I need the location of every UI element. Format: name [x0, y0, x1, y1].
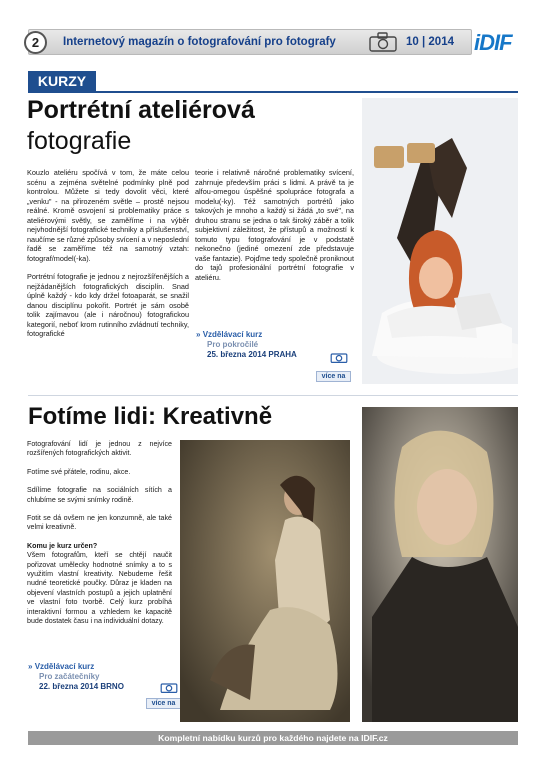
article1-title-line2: fotografie [27, 127, 132, 155]
promo-level: Pro začátečníky [39, 672, 100, 681]
portrait-photo-woman-lying [362, 98, 518, 384]
article1-paragraph: Portrétní fotografie je jednou z nejrozšířenějších a nejžádanějších fotografických disciplín. Snad úplně každý - kdo kdy držel fotoaparát, se snažil danou disciplínu pokořit. Portrét je sám osobě tolik zajímavou (ale i náročnou) fotografickou kategorií, neboť krom rutinního zvládnutí techniky, fotografické [27, 272, 189, 338]
promo-title: Vzdělávací kurz [34, 662, 95, 671]
article1-paragraph: teorie i relativně náročné problematiky svícení, zahrnuje především práci s lidmi. A právě ta je alfou-omegou úspěšné spolupráce fotografa a modelu(-ky). Též samotných portrétů jako takových je mnoho a každý si žádá „to své", na druhou stranu se jedna o tak široký záběr a tolik subjektivní záležitost, že přístupů a možností k tomuto typu fotografování je v podstatě nekonečno (jediné omezení zde představuje vaše fantazie). Pojďme tedy společně proniknout do tajů profesionální portrétní fotografie v ateliéru. [195, 168, 354, 282]
creative-photo-seated-woman [180, 440, 350, 722]
promo-level: Pro pokročilé [207, 340, 259, 349]
footer-text: Kompletní nabídku kurzů pro každého najdete na [158, 733, 359, 743]
camera-icon [368, 31, 398, 53]
article1-title-line1: Portrétní ateliérová [27, 96, 255, 124]
article2-paragraph: Sdílíme fotografie na sociálních sítích a chlubíme se svými snímky rodině. [27, 486, 172, 504]
article2-subhead: Komu je kurz určen? [27, 541, 98, 550]
article1-column2 [195, 168, 354, 291]
article1-column1 [27, 168, 189, 348]
idif-logo[interactable]: iDIF [474, 30, 512, 55]
promo-date: 22. března 2014 BRNO [39, 682, 124, 691]
article2-paragraph: Všem fotografům, kteří se chtějí naučit pořizovat umělecky hodnotné snímky a to s využitím vlastní kreativity. Nebudeme řešit nudné teoretické poučky. Důraz je kladen na objevení vlastních postupů a jejich uplatnění ve vlastní foto tvorbě. Celý kurz probíhá interaktivní formou a vzhledem ke kapacitě bude dostatek času i na individuální dotazy. [27, 551, 172, 626]
article2-paragraph: Fotografování lidí je jednou z nejvíce rozšířených fotografických aktivit. [27, 440, 172, 458]
article2-paragraph: Fotit se dá ovšem ne jen konzumně, ale také velmi kreativně. [27, 514, 172, 532]
page-number: 2 [24, 31, 47, 54]
chevron-right-icon: » [196, 330, 201, 339]
footer-bar [28, 731, 518, 745]
article1-paragraph: Kouzlo ateliéru spočívá v tom, že máte celou scénu a zejména světelné podmínky plně pod kontrolou. Můžete si tedy dovolit věci, které „venku" - na přirozeném světle – prostě nejsou reálné. Kromě osvojení si problematiky práce s ateliérovými světly, se zaměříme i na výběr nejvhodnější fotografické techniky a příslušenství, naučíme se různé způsoby svícení a v neposlední řadě se zaměříme též na samotný vztah: fotograf/model(-ka). [27, 168, 189, 263]
article2-paragraph: Fotíme své přátele, rodinu, akce. [27, 467, 131, 476]
footer-link[interactable]: IDIF.cz [361, 733, 388, 743]
creative-photo-woman-closeup [362, 407, 518, 722]
camera-icon [330, 350, 348, 364]
promo-date: 25. března 2014 PRAHA [207, 350, 297, 359]
article2-column [27, 440, 172, 636]
more-info-button[interactable]: více na [316, 371, 351, 382]
article-separator [28, 395, 518, 396]
magazine-title: Internetový magazín o fotografování pro fotografy [63, 36, 336, 48]
issue-number: 10 | 2014 [406, 36, 454, 48]
section-tag: KURZY [28, 71, 96, 92]
section-divider [28, 91, 518, 93]
course-promo-beginners[interactable] [28, 662, 178, 692]
more-info-button[interactable]: více na [146, 698, 181, 709]
chevron-right-icon: » [28, 662, 33, 671]
promo-title: Vzdělávací kurz [202, 330, 263, 339]
article2-title: Fotíme lidi: Kreativně [28, 403, 273, 430]
camera-icon [160, 680, 178, 694]
